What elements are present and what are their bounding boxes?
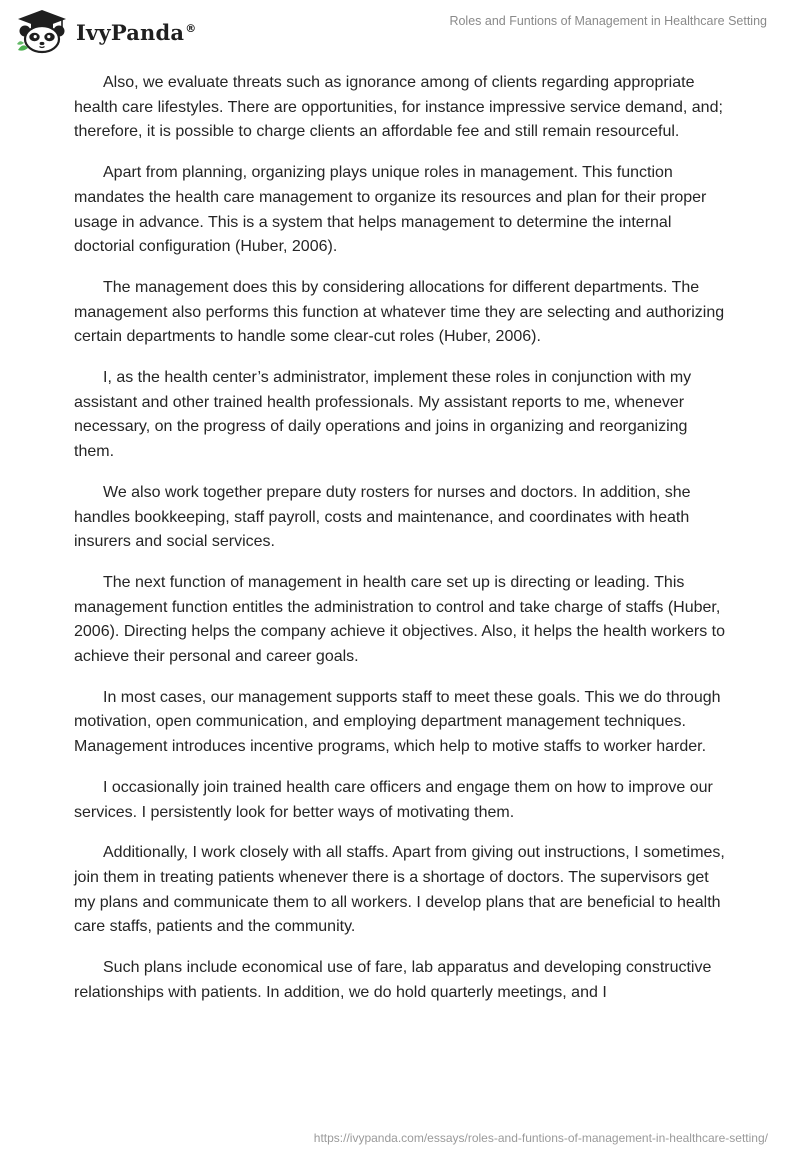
paragraph: Apart from planning, organizing plays unique roles in management. This function mandates the health care management to organize its resources and plan for their proper usage in advance. This is a system that helps management to determine the internal doctorial configuration (Huber, 2006). bbox=[74, 164, 707, 256]
panda-graduation-cap-icon bbox=[14, 8, 70, 54]
paragraph: I, as the health center’s administrator, implement these roles in conjunction with my assistant and other trained health professionals. My assistant reports to me, whenever necessary, on the progress of daily operations and joins in organizing and reorganizing them. bbox=[74, 369, 692, 461]
paragraph: The next function of management in health care set up is directing or leading. This management function entitles the administration to control and take charge of staffs (Huber, 2006). Directing helps the company achieve it objectives. Also, it helps the health workers to achieve their personal and career goals. bbox=[74, 573, 726, 666]
essay-body bbox=[74, 71, 728, 1022]
page-header bbox=[0, 0, 800, 60]
paragraph: In most cases, our management supports staff to meet these goals. This we do through motivation, open communication, and employing department management techniques. Management introduces incentive programs, which help to motive staffs to worker harder. bbox=[74, 688, 721, 756]
paragraph: Additionally, I work closely with all staffs. Apart from giving out instructions, I sometimes, join them in treating patients whenever there is a shortage of doctors. The supervisors get my plans and communicate them to all workers. I develop plans that are beneficial to health care staffs, patients and the community. bbox=[74, 844, 725, 936]
brand-name: IvyPanda® bbox=[76, 19, 197, 45]
paragraph: The management does this by considering allocations for different departments. The management also performs this function at whatever time they are selecting and authorizing certain departments to handle some clear-cut roles (Huber, 2006). bbox=[74, 278, 725, 346]
paragraph: Also, we evaluate threats such as ignorance among of clients regarding appropriate health care lifestyles. There are opportunities, for instance impressive service demand, and; therefore, it is possible to charge clients an affordable fee and still remain resourceful. bbox=[74, 74, 723, 141]
registered-mark: ® bbox=[185, 21, 197, 35]
paragraph: I occasionally join trained health care officers and engage them on how to improve our services. I persistently look for better ways of motivating them. bbox=[74, 778, 713, 821]
paragraph: We also work together prepare duty rosters for nurses and doctors. In addition, she handles bookkeeping, staff payroll, costs and maintenance, and coordinates with heath insurers and social services. bbox=[74, 483, 691, 551]
source-url-link[interactable]: https://ivypanda.com/essays/roles-and-funtions-of-management-in-healthcare-setting/ bbox=[313, 1131, 768, 1145]
paragraph: Such plans include economical use of fare, lab apparatus and developing constructive relationships with patients. In addition, we do hold quarterly meetings, and I bbox=[74, 959, 712, 1001]
document-title: Roles and Funtions of Management in Healthcare Setting bbox=[449, 14, 767, 28]
brand-logo[interactable] bbox=[14, 8, 196, 54]
